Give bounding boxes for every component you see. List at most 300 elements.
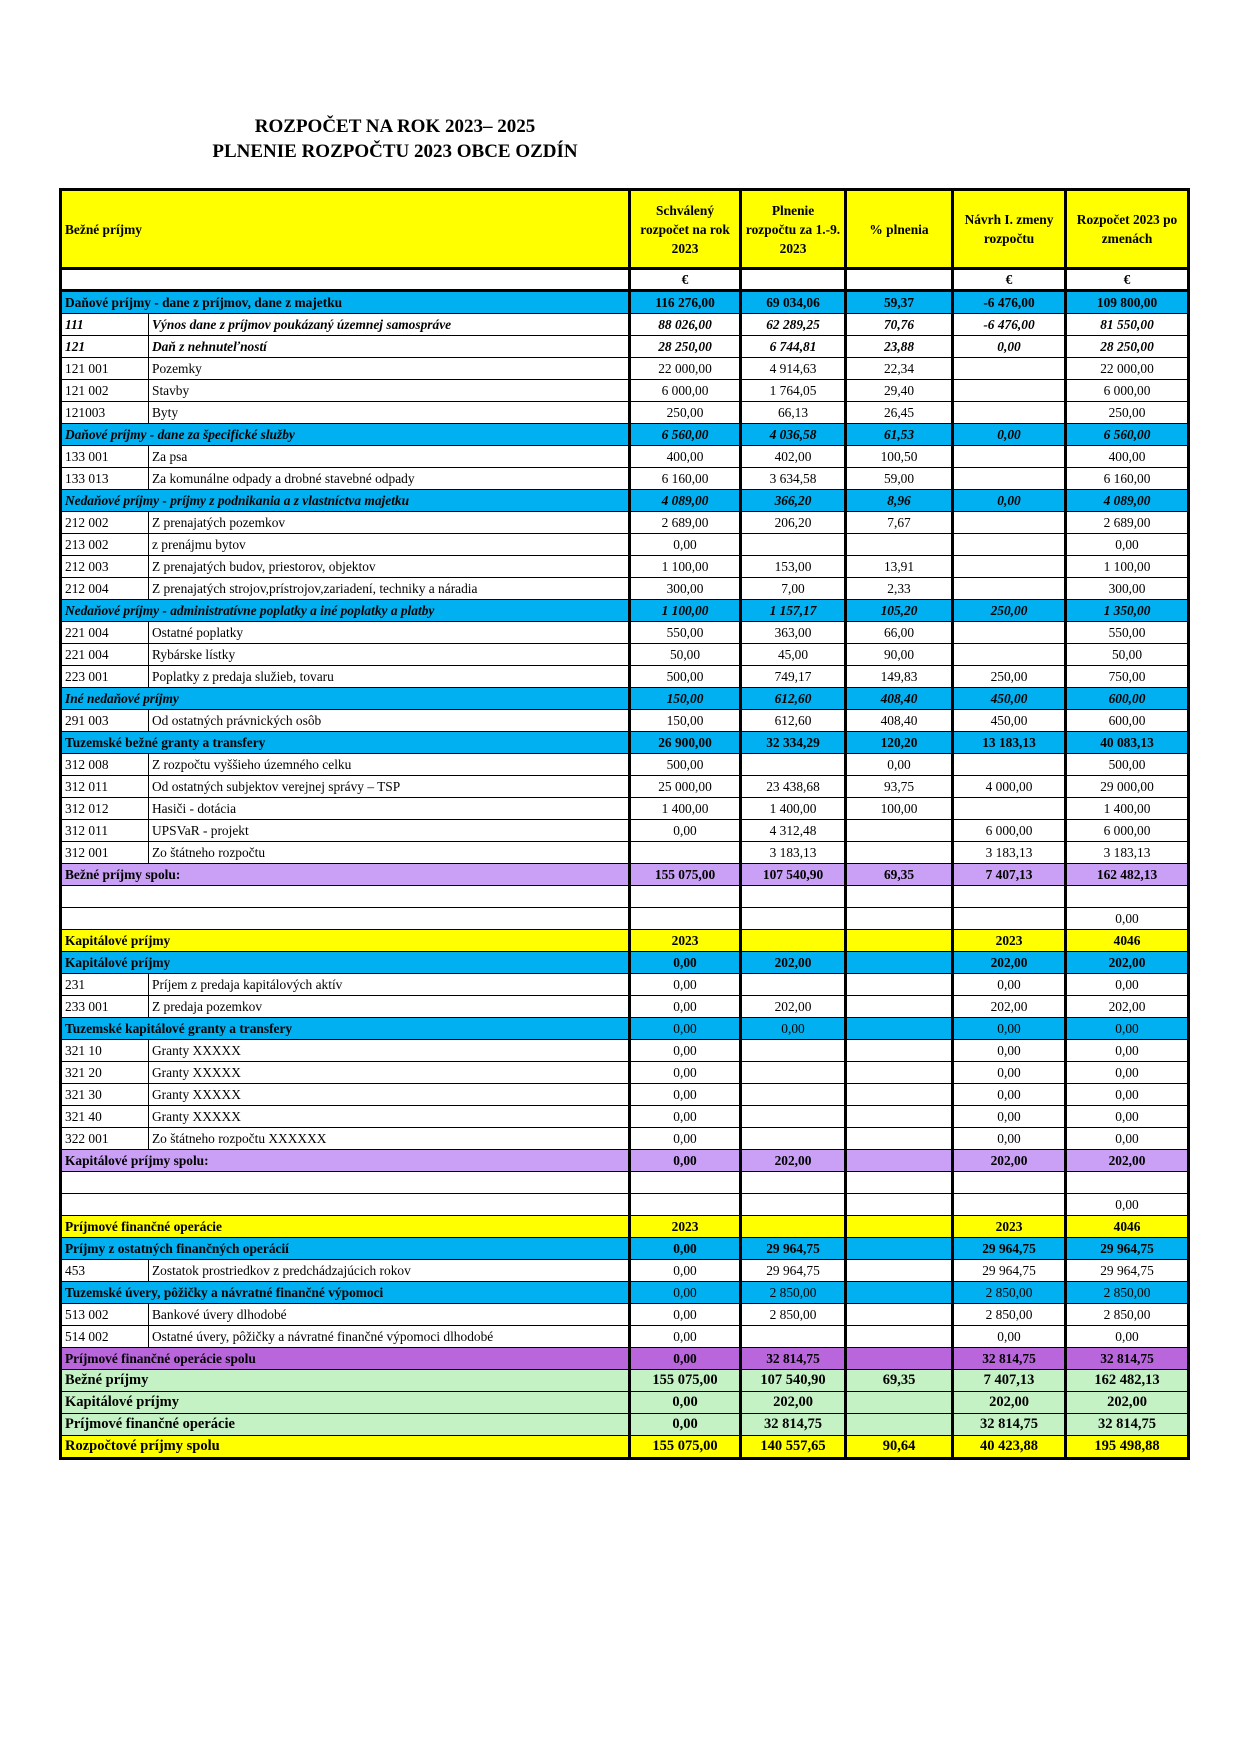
cell-percent: 59,37 [846, 291, 953, 314]
cell-after-changes: 600,00 [1066, 688, 1189, 710]
cell-after-changes: 6 000,00 [1066, 820, 1189, 842]
cell-proposal [953, 556, 1066, 578]
table-row [61, 1172, 1189, 1194]
cell-percent [846, 1128, 953, 1150]
cell-proposal: 7 407,13 [953, 1370, 1066, 1392]
cell-approved: 0,00 [630, 974, 741, 996]
table-row [61, 358, 1189, 380]
cell-execution: 206,20 [741, 512, 846, 534]
cell-approved: 155 075,00 [630, 1370, 741, 1392]
budget-table [59, 188, 1190, 1460]
cell-percent [846, 1260, 953, 1282]
cell-execution: 612,60 [741, 688, 846, 710]
cell-approved: 0,00 [630, 1062, 741, 1084]
row-label: Príjem z predaja kapitálových aktív [149, 974, 630, 996]
table-row [61, 644, 1189, 666]
cell-approved: 550,00 [630, 622, 741, 644]
cell-after-changes: 0,00 [1066, 1128, 1189, 1150]
cell-percent: 69,35 [846, 1370, 953, 1392]
row-label [61, 886, 630, 908]
cell-proposal: 4 000,00 [953, 776, 1066, 798]
cell-execution: 202,00 [741, 996, 846, 1018]
cell-after-changes: 550,00 [1066, 622, 1189, 644]
row-code: 321 10 [61, 1040, 149, 1062]
cell-approved: 0,00 [630, 1018, 741, 1040]
row-code: 291 003 [61, 710, 149, 732]
cell-proposal: 13 183,13 [953, 732, 1066, 754]
cell-proposal [953, 754, 1066, 776]
cell-proposal [953, 468, 1066, 490]
row-label: Kapitálové príjmy [61, 952, 630, 974]
cell-proposal [953, 402, 1066, 424]
cell-approved: 25 000,00 [630, 776, 741, 798]
cell-proposal [953, 578, 1066, 600]
row-label: Poplatky z predaja služieb, tovaru [149, 666, 630, 688]
table-row [61, 424, 1189, 446]
cell-approved: 6 160,00 [630, 468, 741, 490]
cell-approved: 116 276,00 [630, 291, 741, 314]
table-row [61, 1018, 1189, 1040]
row-label: Z predaja pozemkov [149, 996, 630, 1018]
cell-proposal [953, 622, 1066, 644]
cell-percent: 8,96 [846, 490, 953, 512]
row-label: Príjmové finančné operácie [61, 1216, 630, 1238]
cell-after-changes [1066, 1172, 1189, 1194]
row-label: Príjmy z ostatných finančných operácií [61, 1238, 630, 1260]
cell-percent: 408,40 [846, 688, 953, 710]
row-label: Zostatok prostriedkov z predchádzajúcich rokov [149, 1260, 630, 1282]
cell-execution [741, 1106, 846, 1128]
row-code: 212 003 [61, 556, 149, 578]
cell-proposal: 29 964,75 [953, 1238, 1066, 1260]
row-code: 223 001 [61, 666, 149, 688]
row-code: 312 011 [61, 820, 149, 842]
table-row [61, 1216, 1189, 1238]
row-code: 312 012 [61, 798, 149, 820]
cell-after-changes: 0,00 [1066, 1326, 1189, 1348]
table-row [61, 1282, 1189, 1304]
cell-percent [846, 842, 953, 864]
cell-percent: 90,64 [846, 1436, 953, 1459]
cell-percent [846, 1326, 953, 1348]
cell-execution: 202,00 [741, 1392, 846, 1414]
cell-approved: 250,00 [630, 402, 741, 424]
cell-proposal [953, 886, 1066, 908]
table-row [61, 952, 1189, 974]
cell-execution: 612,60 [741, 710, 846, 732]
row-label: Ostatné poplatky [149, 622, 630, 644]
cell-after-changes: 250,00 [1066, 402, 1189, 424]
row-label: UPSVaR - projekt [149, 820, 630, 842]
title-line-1: ROZPOČET NA ROK 2023– 2025 [254, 116, 536, 137]
cell-proposal: 202,00 [953, 952, 1066, 974]
cell-after-changes: 300,00 [1066, 578, 1189, 600]
row-code: 221 004 [61, 622, 149, 644]
cell-percent: 70,76 [846, 314, 953, 336]
cell-approved: 28 250,00 [630, 336, 741, 358]
cell-execution: 1 400,00 [741, 798, 846, 820]
cell-approved: 0,00 [630, 1128, 741, 1150]
cell-after-changes: 400,00 [1066, 446, 1189, 468]
cell-percent: 61,53 [846, 424, 953, 446]
cell-approved: 0,00 [630, 1106, 741, 1128]
row-label: Hasiči - dotácia [149, 798, 630, 820]
cell-percent: 13,91 [846, 556, 953, 578]
row-label: z prenájmu bytov [149, 534, 630, 556]
table-row [61, 1260, 1189, 1282]
cell-after-changes [1066, 886, 1189, 908]
cell-percent [846, 1018, 953, 1040]
cell-execution: 1 764,05 [741, 380, 846, 402]
cell-approved: 0,00 [630, 534, 741, 556]
cell-execution: 202,00 [741, 952, 846, 974]
cell-approved [630, 1172, 741, 1194]
table-row [61, 1348, 1189, 1370]
cell-approved: 0,00 [630, 1282, 741, 1304]
cell-execution: 140 557,65 [741, 1436, 846, 1459]
table-row [61, 402, 1189, 424]
cell-approved: 0,00 [630, 1326, 741, 1348]
table-row [61, 710, 1189, 732]
cell-approved: 2023 [630, 1216, 741, 1238]
cell-proposal: 29 964,75 [953, 1260, 1066, 1282]
cell-approved: 0,00 [630, 1304, 741, 1326]
row-code: 453 [61, 1260, 149, 1282]
cell-approved: 155 075,00 [630, 1436, 741, 1459]
cell-proposal: 0,00 [953, 1128, 1066, 1150]
row-label: Za psa [149, 446, 630, 468]
cell-after-changes: 4046 [1066, 930, 1189, 952]
cell-after-changes: 29 964,75 [1066, 1260, 1189, 1282]
table-row [61, 556, 1189, 578]
cell-percent [846, 1194, 953, 1216]
row-label: Daň z nehnuteľností [149, 336, 630, 358]
table-row [61, 820, 1189, 842]
table-row [61, 996, 1189, 1018]
cell-approved: 0,00 [630, 1150, 741, 1172]
cell-approved: 0,00 [630, 820, 741, 842]
cell-approved: 1 100,00 [630, 600, 741, 622]
cell-percent: 105,20 [846, 600, 953, 622]
cell-percent: 0,00 [846, 754, 953, 776]
row-label: Príjmové finančné operácie spolu [61, 1348, 630, 1370]
table-row [61, 1414, 1189, 1436]
cell-proposal: 0,00 [953, 1084, 1066, 1106]
cell-proposal: 2 850,00 [953, 1282, 1066, 1304]
header-percent: % plnenia [846, 190, 953, 269]
row-code: 321 20 [61, 1062, 149, 1084]
cell-percent [846, 1040, 953, 1062]
table-row [61, 512, 1189, 534]
table-header-row [61, 190, 1189, 269]
unit-cell [846, 269, 953, 291]
cell-percent [846, 1392, 953, 1414]
cell-percent: 29,40 [846, 380, 953, 402]
cell-proposal [953, 644, 1066, 666]
cell-execution: 4 036,58 [741, 424, 846, 446]
row-label: Z prenajatých strojov,prístrojov,zariadení, techniky a náradia [149, 578, 630, 600]
row-label: Kapitálové príjmy [61, 930, 630, 952]
cell-after-changes: 29 964,75 [1066, 1238, 1189, 1260]
cell-proposal [953, 380, 1066, 402]
cell-execution: 2 850,00 [741, 1304, 846, 1326]
cell-after-changes: 2 850,00 [1066, 1304, 1189, 1326]
table-row [61, 1238, 1189, 1260]
cell-proposal: 202,00 [953, 1392, 1066, 1414]
cell-proposal: 0,00 [953, 1040, 1066, 1062]
cell-percent [846, 908, 953, 930]
cell-execution [741, 1172, 846, 1194]
cell-proposal: 2023 [953, 930, 1066, 952]
cell-percent: 90,00 [846, 644, 953, 666]
row-code: 321 30 [61, 1084, 149, 1106]
cell-percent [846, 1172, 953, 1194]
cell-after-changes: 0,00 [1066, 534, 1189, 556]
cell-percent [846, 1348, 953, 1370]
row-code: 133 001 [61, 446, 149, 468]
cell-after-changes: 202,00 [1066, 952, 1189, 974]
row-code: 322 001 [61, 1128, 149, 1150]
cell-execution [741, 1216, 846, 1238]
cell-percent [846, 1062, 953, 1084]
table-row [61, 1150, 1189, 1172]
cell-after-changes: 0,00 [1066, 1194, 1189, 1216]
table-row [61, 908, 1189, 930]
table-row [61, 1326, 1189, 1348]
cell-after-changes: 32 814,75 [1066, 1348, 1189, 1370]
cell-proposal: 202,00 [953, 996, 1066, 1018]
cell-percent: 26,45 [846, 402, 953, 424]
cell-percent [846, 1282, 953, 1304]
row-code: 121003 [61, 402, 149, 424]
cell-proposal: 2 850,00 [953, 1304, 1066, 1326]
table-row [61, 468, 1189, 490]
table-row [61, 864, 1189, 886]
cell-percent: 93,75 [846, 776, 953, 798]
cell-approved: 4 089,00 [630, 490, 741, 512]
cell-after-changes: 6 160,00 [1066, 468, 1189, 490]
cell-approved [630, 1194, 741, 1216]
cell-approved: 0,00 [630, 952, 741, 974]
cell-after-changes: 29 000,00 [1066, 776, 1189, 798]
cell-execution [741, 930, 846, 952]
cell-approved: 0,00 [630, 1040, 741, 1062]
cell-proposal [953, 534, 1066, 556]
cell-execution: 32 334,29 [741, 732, 846, 754]
cell-execution: 107 540,90 [741, 864, 846, 886]
cell-execution: 1 157,17 [741, 600, 846, 622]
cell-approved: 0,00 [630, 1392, 741, 1414]
cell-after-changes: 0,00 [1066, 1106, 1189, 1128]
row-label: Iné nedaňové príjmy [61, 688, 630, 710]
header-approved-budget: Schválený rozpočet na rok 2023 [630, 190, 741, 269]
row-code: 111 [61, 314, 149, 336]
cell-proposal: -6 476,00 [953, 314, 1066, 336]
table-row [61, 798, 1189, 820]
cell-approved: 22 000,00 [630, 358, 741, 380]
cell-proposal: 0,00 [953, 336, 1066, 358]
cell-after-changes: 162 482,13 [1066, 864, 1189, 886]
cell-execution [741, 1040, 846, 1062]
cell-percent [846, 1106, 953, 1128]
cell-execution: 66,13 [741, 402, 846, 424]
row-label [61, 1194, 630, 1216]
row-label: Ostatné úvery, pôžičky a návratné finančné výpomoci dlhodobé [149, 1326, 630, 1348]
row-code: 121 001 [61, 358, 149, 380]
cell-proposal [953, 798, 1066, 820]
cell-execution: 153,00 [741, 556, 846, 578]
cell-execution [741, 754, 846, 776]
row-label: Bankové úvery dlhodobé [149, 1304, 630, 1326]
cell-percent [846, 534, 953, 556]
cell-percent [846, 1304, 953, 1326]
cell-approved: 0,00 [630, 1260, 741, 1282]
table-row [61, 1040, 1189, 1062]
row-label: Výnos dane z príjmov poukázaný územnej samospráve [149, 314, 630, 336]
unit-cell: € [630, 269, 741, 291]
cell-approved: 6 000,00 [630, 380, 741, 402]
cell-percent: 408,40 [846, 710, 953, 732]
cell-after-changes: 4046 [1066, 1216, 1189, 1238]
cell-approved [630, 908, 741, 930]
unit-label-cell [61, 269, 630, 291]
header-label: Bežné príjmy [61, 190, 630, 269]
row-code: 312 008 [61, 754, 149, 776]
table-row [61, 336, 1189, 358]
header-proposal: Návrh I. zmeny rozpočtu [953, 190, 1066, 269]
row-label: Stavby [149, 380, 630, 402]
cell-proposal: 6 000,00 [953, 820, 1066, 842]
cell-approved: 400,00 [630, 446, 741, 468]
table-row [61, 688, 1189, 710]
cell-after-changes: 0,00 [1066, 974, 1189, 996]
cell-after-changes: 28 250,00 [1066, 336, 1189, 358]
cell-after-changes: 202,00 [1066, 996, 1189, 1018]
cell-proposal [953, 358, 1066, 380]
cell-approved: 6 560,00 [630, 424, 741, 446]
table-row [61, 886, 1189, 908]
table-row [61, 314, 1189, 336]
table-row [61, 380, 1189, 402]
cell-execution: 29 964,75 [741, 1260, 846, 1282]
cell-proposal [953, 1172, 1066, 1194]
row-label: Rozpočtové príjmy spolu [61, 1436, 630, 1459]
cell-proposal: 0,00 [953, 424, 1066, 446]
cell-after-changes: 202,00 [1066, 1392, 1189, 1414]
cell-approved: 2023 [630, 930, 741, 952]
cell-execution: 366,20 [741, 490, 846, 512]
table-row [61, 776, 1189, 798]
cell-execution: 4 312,48 [741, 820, 846, 842]
table-row [61, 974, 1189, 996]
cell-percent [846, 1216, 953, 1238]
cell-percent [846, 952, 953, 974]
cell-percent [846, 1084, 953, 1106]
cell-after-changes: 2 689,00 [1066, 512, 1189, 534]
cell-execution [741, 886, 846, 908]
cell-approved: 1 100,00 [630, 556, 741, 578]
cell-proposal [953, 512, 1066, 534]
cell-proposal: 40 423,88 [953, 1436, 1066, 1459]
table-row [61, 534, 1189, 556]
cell-after-changes: 0,00 [1066, 1040, 1189, 1062]
cell-execution: 23 438,68 [741, 776, 846, 798]
row-code: 221 004 [61, 644, 149, 666]
cell-percent [846, 886, 953, 908]
row-label: Kapitálové príjmy spolu: [61, 1150, 630, 1172]
cell-after-changes: 600,00 [1066, 710, 1189, 732]
cell-proposal: -6 476,00 [953, 291, 1066, 314]
cell-approved: 150,00 [630, 688, 741, 710]
row-code: 212 002 [61, 512, 149, 534]
cell-after-changes: 109 800,00 [1066, 291, 1189, 314]
cell-execution [741, 908, 846, 930]
cell-approved: 155 075,00 [630, 864, 741, 886]
row-label: Bežné príjmy spolu: [61, 864, 630, 886]
table-row [61, 1304, 1189, 1326]
cell-after-changes: 0,00 [1066, 1062, 1189, 1084]
cell-execution: 7,00 [741, 578, 846, 600]
cell-after-changes: 0,00 [1066, 1084, 1189, 1106]
cell-execution: 4 914,63 [741, 358, 846, 380]
cell-after-changes: 500,00 [1066, 754, 1189, 776]
table-row [61, 732, 1189, 754]
cell-proposal: 7 407,13 [953, 864, 1066, 886]
row-label: Tuzemské bežné granty a transfery [61, 732, 630, 754]
table-row [61, 291, 1189, 314]
row-label: Príjmové finančné operácie [61, 1414, 630, 1436]
cell-percent: 120,20 [846, 732, 953, 754]
row-label: Granty XXXXX [149, 1106, 630, 1128]
cell-proposal [953, 446, 1066, 468]
row-label: Nedaňové príjmy - príjmy z podnikania a z vlastníctva majetku [61, 490, 630, 512]
cell-approved [630, 842, 741, 864]
cell-after-changes: 162 482,13 [1066, 1370, 1189, 1392]
cell-proposal: 450,00 [953, 688, 1066, 710]
cell-approved: 300,00 [630, 578, 741, 600]
unit-cell: € [953, 269, 1066, 291]
cell-percent [846, 930, 953, 952]
row-code: 121 [61, 336, 149, 358]
row-label: Zo štátneho rozpočtu XXXXXX [149, 1128, 630, 1150]
cell-proposal: 202,00 [953, 1150, 1066, 1172]
title-line-2: PLNENIE ROZPOČTU 2023 OBCE OZDÍN [212, 141, 578, 162]
row-code: 312 011 [61, 776, 149, 798]
cell-proposal: 250,00 [953, 666, 1066, 688]
row-label: Granty XXXXX [149, 1062, 630, 1084]
cell-after-changes: 1 350,00 [1066, 600, 1189, 622]
cell-execution: 2 850,00 [741, 1282, 846, 1304]
cell-execution: 3 183,13 [741, 842, 846, 864]
table-row [61, 1194, 1189, 1216]
row-label [61, 908, 630, 930]
cell-after-changes: 0,00 [1066, 1018, 1189, 1040]
cell-execution: 0,00 [741, 1018, 846, 1040]
cell-after-changes: 6 000,00 [1066, 380, 1189, 402]
row-label: Od ostatných právnických osôb [149, 710, 630, 732]
cell-percent [846, 1238, 953, 1260]
cell-proposal: 0,00 [953, 1062, 1066, 1084]
table-row [61, 1392, 1189, 1414]
row-code: 233 001 [61, 996, 149, 1018]
row-label [61, 1172, 630, 1194]
cell-proposal: 0,00 [953, 974, 1066, 996]
row-label: Kapitálové príjmy [61, 1392, 630, 1414]
cell-proposal: 0,00 [953, 490, 1066, 512]
table-row [61, 600, 1189, 622]
cell-execution: 62 289,25 [741, 314, 846, 336]
cell-proposal: 32 814,75 [953, 1348, 1066, 1370]
